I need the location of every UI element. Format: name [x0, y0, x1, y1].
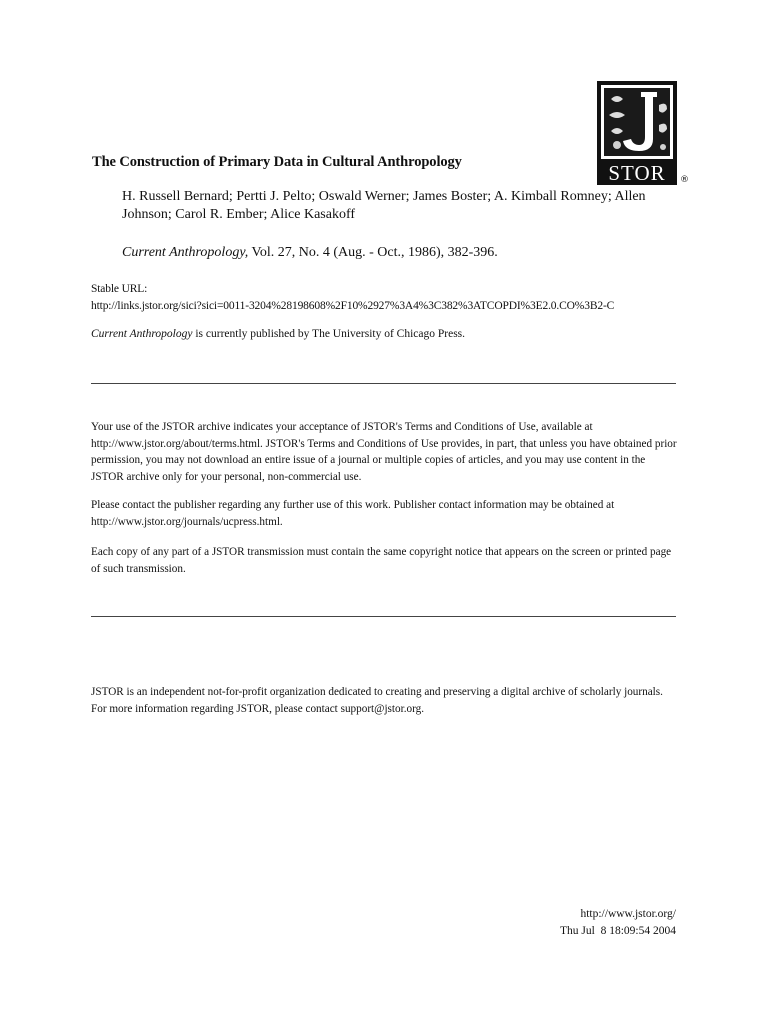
publisher-text: is currently published by The University of Chicago Press.	[192, 328, 466, 340]
terms-paragraph-3: Each copy of any part of a JSTOR transmission must contain the same copyright notice that appears on the screen or printed page of such transmission.	[91, 546, 672, 575]
footer-url[interactable]: http://www.jstor.org/	[580, 908, 676, 920]
article-authors: H. Russell Bernard; Pertti J. Pelto; Oswald Werner; James Boster; A. Kimball Romney; Allen Johnson; Carol R. Ember; Alice Kasakoff	[122, 189, 646, 222]
about-jstor-paragraph: JSTOR is an independent not-for-profit organization dedicated to creating and preserving a digital archive of scholarly journals. For more information regarding JSTOR, please contact support@jstor.org.	[91, 686, 663, 715]
divider	[91, 616, 676, 617]
jstor-logo	[597, 81, 677, 185]
divider	[91, 383, 676, 384]
stable-url-label: Stable URL:	[91, 283, 148, 295]
journal-name: Current Anthropology,	[122, 245, 249, 260]
article-title: The Construction of Primary Data in Cultural Anthropology	[92, 154, 462, 170]
terms-paragraph-1: Your use of the JSTOR archive indicates your acceptance of JSTOR's Terms and Conditions of Use, available at http://www.jstor.org/about/terms.html. JSTOR's Terms and Conditions of Use provides, in part, that unless you have obtained prior permission, you may not download an entire issue of a journal or multiple copies of articles, and you may use content in the JSTOR archive only for your personal, non-commercial use.	[91, 421, 677, 483]
stable-url-block	[91, 281, 614, 315]
terms-paragraph-2: Please contact the publisher regarding any further use of this work. Publisher contact information may be obtained at http://www.jstor.org/journals/ucpress.html.	[91, 499, 615, 528]
stable-url-link[interactable]: http://links.jstor.org/sici?sici=0011-3204%28198608%2F10%2927%3A4%3C382%3ATCOPDI%3E2.0.CO%3B2-C	[91, 300, 615, 312]
footer-timestamp: Thu Jul 8 18:09:54 2004	[560, 924, 676, 937]
publisher-line	[91, 328, 465, 340]
registered-mark: ®	[680, 175, 689, 185]
citation-details: Vol. 27, No. 4 (Aug. - Oct., 1986), 382-396.	[248, 245, 498, 260]
article-citation	[122, 245, 498, 261]
logo-text: STOR	[608, 161, 666, 185]
publisher-journal: Current Anthropology	[91, 328, 193, 340]
footer	[560, 906, 676, 939]
